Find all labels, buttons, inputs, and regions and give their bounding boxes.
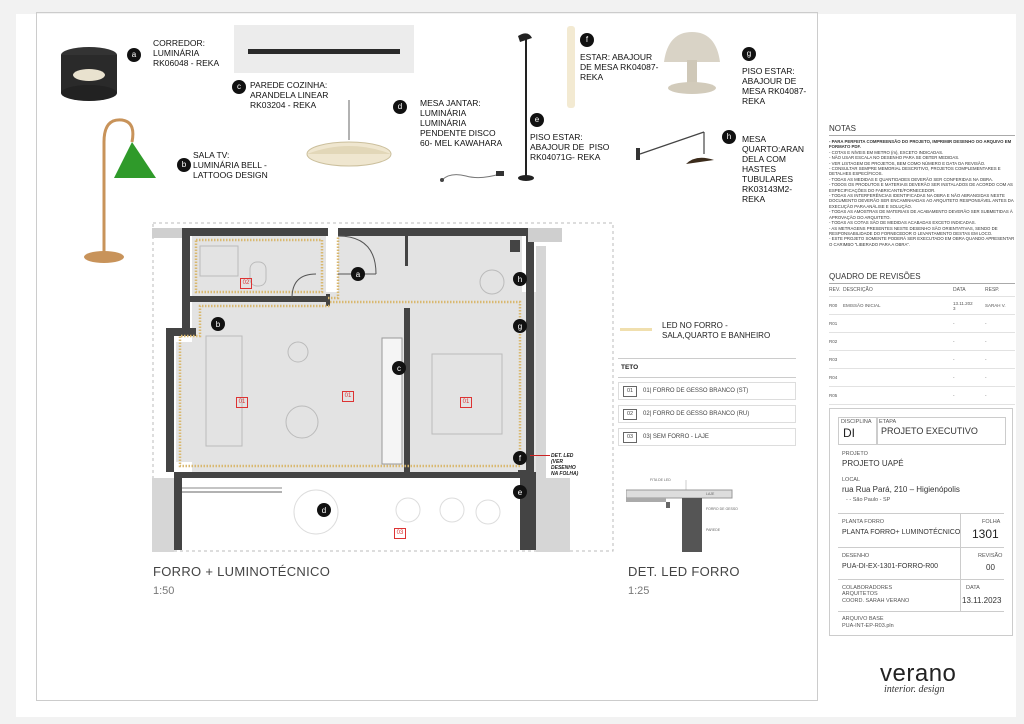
folha-label: FOLHA [982,519,1001,525]
det-led-arrow [530,455,550,456]
note-line: - TODAS AS MEDIDAS E QUANTIDADES DEVERÃO SER CONFERIDAS NA OBRA. [829,176,994,182]
revisions-title: QUADRO DE REVISÕES [829,272,1015,284]
notes-list [829,139,1015,247]
badge-f: f [580,33,594,47]
item-e-label: PISO ESTAR: ABAJOUR DE PISO RK04071G- REKA [530,132,610,162]
svg-text:e: e [517,488,523,497]
item-f-label: ESTAR: ABAJOUR DE MESA RK04087- REKA [580,52,659,82]
badge-b: b [177,158,191,172]
revision-rev: R00 [829,303,838,308]
revision-row [829,369,1015,387]
detail-scale: 1:25 [628,585,650,597]
revisao-label: REVISÃO [978,553,1003,559]
revision-rev: R05 [829,393,838,398]
local-label: LOCAL [842,477,861,483]
revision-date: - [953,339,955,344]
room-tag: 03 [394,528,406,539]
revision-desc: EMISSÃO INICIAL [843,303,881,308]
badge-c: c [232,80,246,94]
mushroom-lamp-image [660,30,722,96]
badge-g: g [742,47,756,61]
revisions-rows [829,297,1015,405]
note-line: - CONSULTAR SEMPRE MEMORIAL DESCRITIVO, PROJETOS COMPLEMENTARES E DETALHES ESPECÍFICOS. [829,166,1001,177]
arquivo-label: ARQUIVO BASE [842,616,884,622]
revision-row [829,297,1015,315]
svg-text:a: a [355,270,361,279]
kitchen-linear-sconce-image [234,25,414,73]
planta-value: PLANTA FORRO+ LUMINOTÉCNICO [842,529,961,536]
revision-row [829,387,1015,405]
projeto-value: PROJETO UAPÉ [842,459,904,468]
data-label: DATA [966,585,980,591]
led-detail-drawing [626,478,736,554]
teto-row: 01 01| FORRO DE GESSO BRANCO (ST) [618,382,796,400]
plan-title: FORRO + LUMINOTÉCNICO [153,564,331,579]
note-line: - ESTE PROJETO SOMENTE PODERÁ SER EXECUTADO EM OBRA QUANDO APRESENTAR O CARIMBO "LIBERADO PARA A OBRA". [829,236,1015,247]
detail-label: LAJE [706,492,715,496]
revision-date: - [953,375,955,380]
note-line: - TODOS OS PRODUTOS E MATERIAIS DEVERÃO SER INSTALADOS DE ACORDO COM AS ESPECIFICAÇÕES DO FABRICANTE/FORNECEDOR. [829,182,1013,193]
plan-scale: 1:50 [153,585,175,597]
detail-label: FITA DE LED [650,478,671,482]
brand-logo: verano [880,660,957,687]
local-value: rua Rua Pará, 210 – Higienópolis [842,485,960,494]
revision-resp: SARAH V. [985,303,1006,308]
note-line: - TODAS AS INTERFERÊNCIAS IDENTIFICADAS NA OBRA E NÃO ABRANGIDAS NESTE DOCUMENTO DEVERÃO SER ENCAMINHADAS AO ARQUITETO RESPONSÁVEL ANTES DA EXECUÇÃO PARA ANÁLISE E SOLUÇÃO. [829,193,1014,209]
revision-resp: - [985,321,987,326]
svg-text:c: c [397,364,401,373]
note-line: - TODAS AS AMOSTRAS DE MATERIAIS DE ACABAMENTO DEVERÃO SER SUBMETIDAS À APROVAÇÃO DO ARQUITETO. [829,209,1013,220]
revision-row [829,315,1015,333]
note-line: - TODAS AS COTAS SÃO DE MEDIDAS ACABADAS EXCETO INDICADAS. [829,220,976,226]
item-c-label: PAREDE COZINHA: ARANDELA LINEAR RK03204 - REKA [250,80,329,110]
item-g-label: PISO ESTAR: ABAJOUR DE MESA RK04087- REKA [742,66,807,106]
badge-d: d [393,100,407,114]
detail-title: DET. LED FORRO [628,564,740,579]
folha-value: 1301 [972,527,999,541]
floor-plan [152,222,614,552]
tube-table-lamp-image [564,26,578,108]
note-line: - NÃO USAR ESCALA NO DESENHO PARA SE OBTER MEDIDAS. [829,155,960,161]
item-h-label: MESA QUARTO:ARAN DELA COM HASTES TUBULARES RK03143M2- REKA [742,134,805,204]
colab-value: COORD. SARAH VERANO [842,598,910,604]
revision-date: - [953,321,955,326]
teto-title: TETO [618,358,796,378]
led-legend-label: LED NO FORRO - SALA,QUARTO E BANHEIRO [662,321,771,340]
led-legend-swatch [620,328,652,331]
colab-label: COLABORADORES ARQUITETOS [842,585,893,597]
revision-row [829,333,1015,351]
revision-resp: - [985,339,987,344]
arquivo-value: PUA-INT-EP-R03.pln [842,623,894,629]
notes-panel [829,124,1015,247]
etapa-box: ETAPA PROJETO EXECUTIVO [876,417,1006,445]
detail-label: FORRO DE GESSO [706,507,738,511]
room-tag: 02 [240,278,252,289]
note-line: - AS METRAGENS PRESENTES NESTE DESENHO SÃO ORIENTATIVAS, SENDO DE RESPONSABILIDADE DO FORNECEDOR O LEVANTAMENTO DESTAS EM LOCO. [829,225,998,236]
revision-rev: R02 [829,339,838,344]
room-tag: 01 [342,391,354,402]
revision-rev: R01 [829,321,838,326]
bedroom-sconce-image [630,126,722,174]
teto-row: 03 03| SEM FORRO - LAJE [618,428,796,446]
svg-text:d: d [321,506,327,515]
dining-disc-pendant-image [265,100,395,182]
brand-subtitle: interior. design [884,684,945,695]
corridor-ceiling-light-image [58,45,120,105]
planta-label: PLANTA FORRO [842,519,885,525]
svg-text:b: b [215,320,221,329]
revisions-header: REV. DESCRIÇÃO DATA RESP. [829,284,1015,297]
revision-row [829,351,1015,369]
revision-date: - [953,393,955,398]
detail-label: PAREDE [706,528,721,532]
item-b-label: SALA TV: LUMINÁRIA BELL - LATTOOG DESIGN [193,150,268,180]
revision-resp: - [985,375,987,380]
svg-text:f: f [518,454,522,463]
title-block [829,408,1013,636]
badge-a: a [127,48,141,62]
pendant-cable-image [440,166,510,186]
revision-date: 13.11.202 3 [953,300,973,311]
note-line: - VER LISTAGEM DE PROJETOS, BEM COMO NÚMERO E DATA DA REVISÃO. [829,160,986,166]
revisions-panel [829,272,1015,405]
tv-room-bell-lamp-image [80,112,162,267]
item-d-label: MESA JANTAR: LUMINÁRIA LUMINÁRIA PENDENTE DISCO 60- MEL KAWAHARA [420,98,503,148]
revision-rev: R03 [829,357,838,362]
local-city: - - São Paulo - SP [846,497,891,503]
room-tag: 01 [460,397,472,408]
svg-text:h: h [517,275,523,284]
room-tag: 01 [236,397,248,408]
svg-text:g: g [517,322,523,331]
revision-date: - [953,357,955,362]
revision-rev: R04 [829,375,838,380]
disciplina-box: DISCIPLINA DI [838,417,878,445]
data-value: 13.11.2023 [962,596,1002,605]
teto-row: 02 02| FORRO DE GESSO BRANCO (RU) [618,405,796,423]
revision-resp: - [985,393,987,398]
item-a-label: CORREDOR: LUMINÁRIA RK06048 - REKA [153,38,220,68]
revision-resp: - [985,357,987,362]
note-line: - PARA PERFEITA COMPREENSÃO DO PROJETO, IMPRIMIR DESENHO OO ARQUIVO EM FORMATO PDF. [829,139,1012,150]
revisao-value: 00 [986,563,995,572]
notes-title: NOTAS [829,124,1015,136]
det-led-note: DET. LED (VER DESENHO NA FOLHA) [551,453,579,477]
badge-e: e [530,113,544,127]
projeto-label: PROJETO [842,451,868,457]
desenho-label: DESENHO [842,553,870,559]
desenho-value: PUA-DI-EX-1301-FORRO-R00 [842,563,939,570]
note-line: - COTAS E NÍVEIS EM METRO (m), EXCETO INDICADAS. [829,149,944,155]
badge-h: h [722,130,736,144]
